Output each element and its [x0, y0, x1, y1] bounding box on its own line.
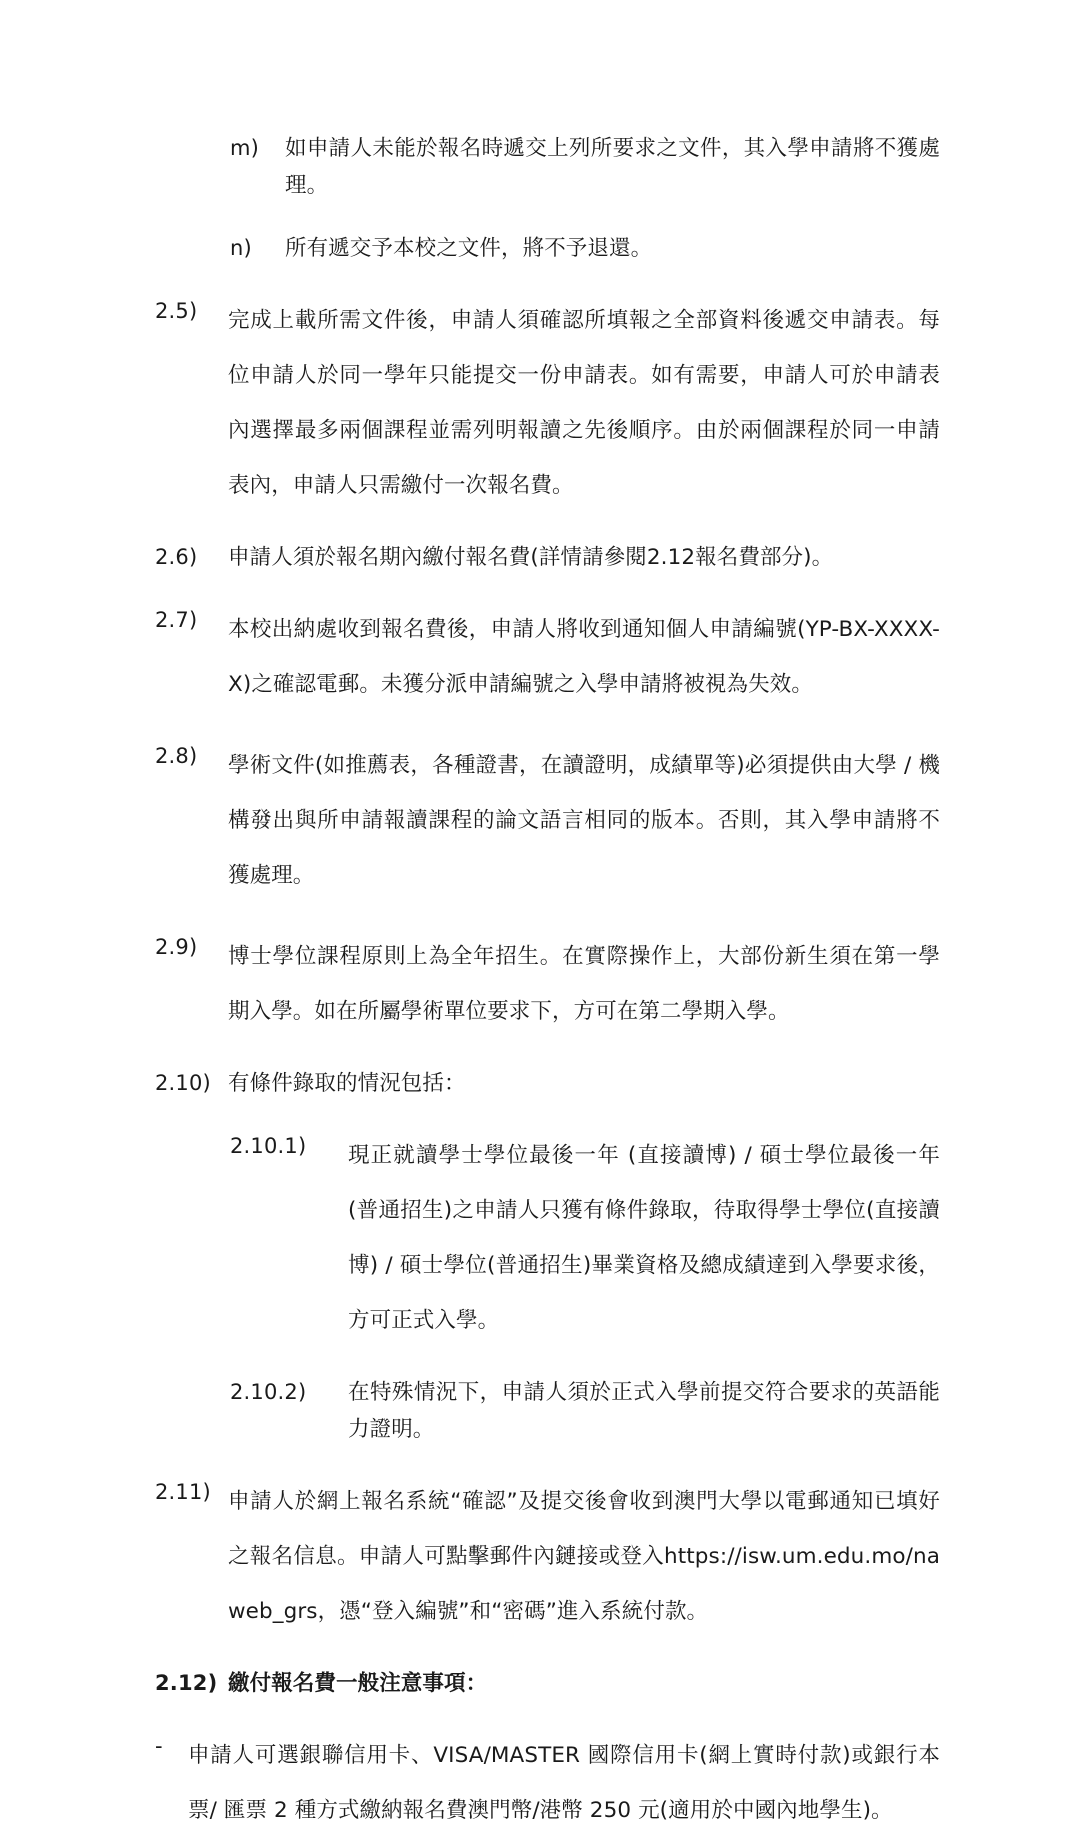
clause-text: 完成上載所需文件後，申請人須確認所填報之全部資料後遞交申請表。每位申請人於同一學年只能提交一份申請表。如有需要，申請人可於申請表內選擇最多兩個課程並需列明報讀之先後順序。由於兩個課程於同一申請表內，申請人只需繳付一次報名費。	[228, 308, 940, 498]
clause-dash-1	[155, 1728, 940, 1838]
clause-n	[155, 230, 940, 267]
clause-text: 申請人可選銀聯信用卡、VISA/MASTER 國際信用卡(網上實時付款)或銀行本票/ 匯票 2 種方式繳納報名費澳門幣/港幣 250 元(適用於中國內地學生)。	[188, 1743, 940, 1823]
clause-number: n)	[230, 236, 252, 260]
clause-number: 2.6)	[155, 545, 198, 569]
clause-number: 2.10)	[155, 1071, 211, 1095]
clause-number: 2.5)	[155, 299, 198, 323]
clause-2.7	[155, 602, 940, 712]
clause-2.5	[155, 293, 940, 513]
clause-number: 2.10.1)	[230, 1134, 307, 1158]
clause-number: 2.11)	[155, 1480, 211, 1504]
clause-number: 2.10.2)	[230, 1380, 307, 1404]
clause-text: 申請人於網上報名系統“確認”及提交後會收到澳門大學以電郵通知已填好之報名信息。申請人可點擊郵件內鏈接或登入https://isw.um.edu.mo/naweb_grs，憑“登入編號”和“密碼”進入系統付款。	[228, 1489, 940, 1624]
clause-text: 學術文件(如推薦表，各種證書，在讀證明，成績單等)必須提供由大學 / 機構發出與所申請報讀課程的論文語言相同的版本。否則，其入學申請將不獲處理。	[228, 753, 940, 888]
clause-text: 博士學位課程原則上為全年招生。在實際操作上，大部份新生須在第一學期入學。如在所屬學術單位要求下，方可在第二學期入學。	[228, 944, 940, 1024]
clause-text: 所有遞交予本校之文件，將不予退還。	[285, 236, 653, 261]
clause-number: 2.7)	[155, 608, 198, 632]
clause-number: 2.9)	[155, 935, 198, 959]
clause-2.8	[155, 738, 940, 903]
clause-m	[155, 130, 940, 204]
clause-2.10.1	[155, 1128, 940, 1348]
clause-text: 在特殊情況下，申請人須於正式入學前提交符合要求的英語能力證明。	[348, 1380, 940, 1442]
clause-2.6	[155, 539, 940, 576]
clause-2.12	[155, 1665, 940, 1702]
clause-text: 如申請人未能於報名時遞交上列所要求之文件，其入學申請將不獲處理。	[285, 136, 940, 198]
clause-number: -	[155, 1734, 163, 1758]
clause-number: 2.8)	[155, 744, 198, 768]
clause-2.11	[155, 1474, 940, 1639]
clause-text: 現正就讀學士學位最後一年 (直接讀博) / 碩士學位最後一年(普通招生)之申請人只獲有條件錄取，待取得學士學位(直接讀博) / 碩士學位(普通招生)畢業資格及總成績達到入學要求後，方可正式入學。	[348, 1143, 940, 1333]
clause-text: 本校出納處收到報名費後，申請人將收到通知個人申請編號(YP-BX-XXXX-X)之確認電郵。未獲分派申請編號之入學申請將被視為失效。	[228, 617, 940, 697]
clause-2.9	[155, 929, 940, 1039]
clause-number: 2.12)	[155, 1671, 218, 1695]
clause-2.10	[155, 1065, 940, 1102]
clause-text: 繳付報名費一般注意事項：	[228, 1671, 488, 1696]
clause-number: m)	[230, 136, 260, 160]
clause-2.10.2	[155, 1374, 940, 1448]
clause-text: 申請人須於報名期內繳付報名費(詳情請參閱2.12報名費部分)。	[228, 545, 834, 570]
document-body	[155, 130, 940, 1838]
clause-text: 有條件錄取的情況包括：	[228, 1071, 466, 1096]
